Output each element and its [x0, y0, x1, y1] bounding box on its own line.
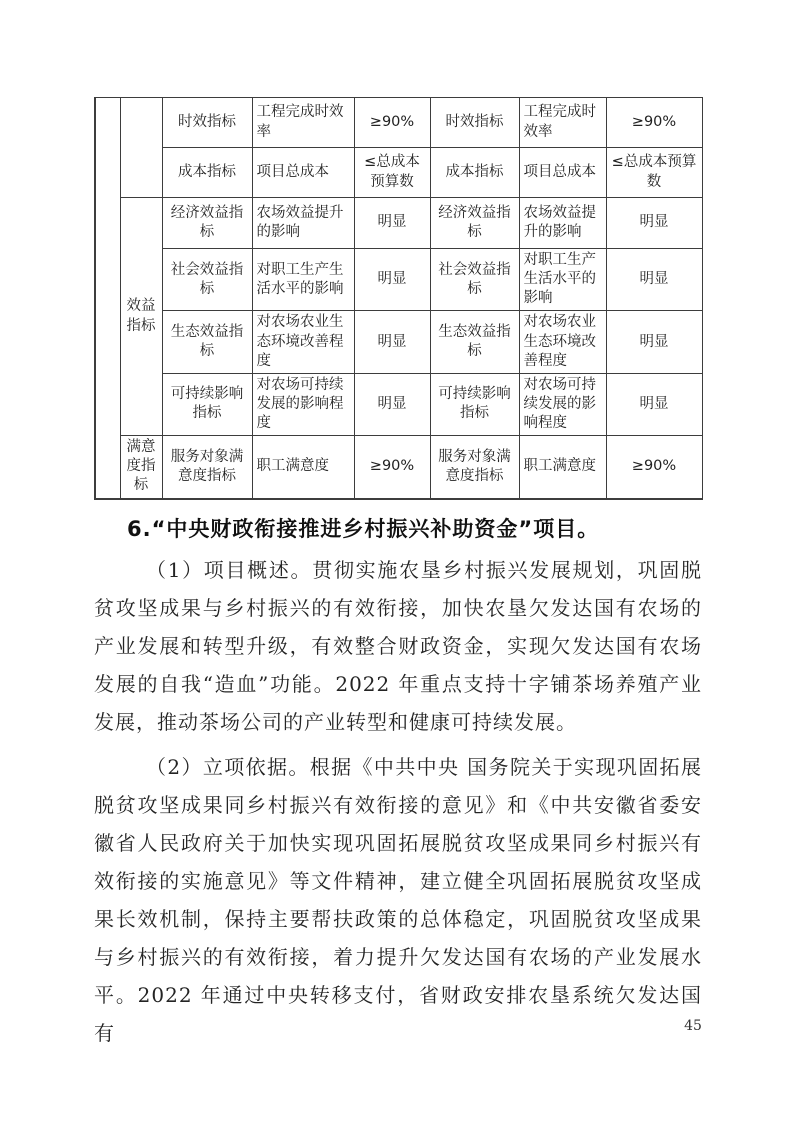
cell-indicator-right: 服务对象满意度指标: [430, 436, 519, 499]
cell-measure-right: 对农场可持续发展的影响程度: [519, 373, 606, 435]
cell-value-right: 明显: [606, 311, 702, 373]
cell-measure-right: 工程完成时效率: [519, 98, 606, 148]
cell-value-left: 明显: [354, 311, 430, 373]
cell-indicator-right: 生态效益指标: [430, 311, 519, 373]
table-row: [95, 436, 702, 499]
cell-value-left: 明显: [354, 249, 430, 311]
cell-value-right: ≥90%: [606, 436, 702, 499]
cell-indicator-right: 成本指标: [430, 148, 519, 198]
cell-measure-left: 对农场农业生态环境改善程度: [252, 311, 354, 373]
cell-indicator-left: 社会效益指标: [162, 249, 252, 311]
section-heading: 6.“中央财政衔接推进乡村振兴补助资金”项目。: [127, 516, 600, 541]
cell-indicator-right: 社会效益指标: [430, 249, 519, 311]
paragraph-project-basis: （2）立项依据。根据《中共中央 国务院关于实现巩固拓展脱贫攻坚成果同乡村振兴有效衔接的意见》和《中共安徽省委安徽省人民政府关于加快实现巩固拓展脱贫攻坚成果同乡村振兴有效衔接的实施意见》等文件精神，建立健全巩固拓展脱贫攻坚成果长效机制，保持主要帮扶政策的总体稳定，巩固脱贫攻坚成果与乡村振兴的有效衔接，着力提升欠发达国有农场的产业发展水平。2022 年通过中央转移支付，省财政安排农垦系统欠发达国有: [94, 754, 702, 1045]
table-spacer-cell: [95, 98, 120, 499]
paragraph-project-overview: （1）项目概述。贯彻实施农垦乡村振兴发展规划，巩固脱贫攻坚成果与乡村振兴的有效衔接，加快农垦欠发达国有农场的产业发展和转型升级，有效整合财政资金，实现欠发达国有农场发展的自我“造血”功能。2022 年重点支持十字铺茶场养殖产业发展，推动茶场公司的产业转型和健康可持续发展。: [94, 557, 702, 734]
cell-value-right: 明显: [606, 249, 702, 311]
cell-measure-right: 项目总成本: [519, 148, 606, 198]
cell-value-right: 明显: [606, 198, 702, 249]
cell-value-left: ≤总成本预算数: [354, 148, 430, 198]
cell-indicator-left: 服务对象满意度指标: [162, 436, 252, 499]
row-group-cell: 效益指标: [120, 198, 162, 436]
cell-indicator-left: 时效指标: [162, 98, 252, 148]
page-content: [94, 97, 702, 1052]
cell-measure-right: 职工满意度: [519, 436, 606, 499]
cell-indicator-right: 时效指标: [430, 98, 519, 148]
cell-measure-left: 对职工生产生活水平的影响: [252, 249, 354, 311]
cell-indicator-left: 生态效益指标: [162, 311, 252, 373]
page-number: 45: [684, 1018, 702, 1034]
cell-value-right: ≥90%: [606, 98, 702, 148]
cell-measure-right: 对职工生产生活水平的影响: [519, 249, 606, 311]
cell-measure-left: 对农场可持续发展的影响程度: [252, 373, 354, 435]
cell-measure-left: 农场效益提升的影响: [252, 198, 354, 249]
table-row: [95, 249, 702, 311]
table-row: [95, 373, 702, 435]
row-group-cell: [120, 98, 162, 198]
cell-indicator-left: 经济效益指标: [162, 198, 252, 249]
cell-indicator-right: 可持续影响指标: [430, 373, 519, 435]
table-row: [95, 198, 702, 249]
cell-measure-left: 项目总成本: [252, 148, 354, 198]
cell-value-left: 明显: [354, 198, 430, 249]
cell-indicator-right: 经济效益指标: [430, 198, 519, 249]
table-row: [95, 311, 702, 373]
table-row: [95, 98, 702, 148]
cell-value-left: ≥90%: [354, 98, 430, 148]
cell-value-left: ≥90%: [354, 436, 430, 499]
row-group-cell: 满意度指标: [120, 436, 162, 499]
cell-indicator-left: 成本指标: [162, 148, 252, 198]
cell-measure-left: 职工满意度: [252, 436, 354, 499]
cell-measure-right: 对农场农业生态环境改善程度: [519, 311, 606, 373]
cell-measure-right: 农场效益提升的影响: [519, 198, 606, 249]
cell-value-right: ≤总成本预算数: [606, 148, 702, 198]
cell-measure-left: 工程完成时效率: [252, 98, 354, 148]
cell-value-left: 明显: [354, 373, 430, 435]
performance-indicator-table: [94, 97, 703, 500]
cell-indicator-left: 可持续影响指标: [162, 373, 252, 435]
table-row: [95, 148, 702, 198]
cell-value-right: 明显: [606, 373, 702, 435]
